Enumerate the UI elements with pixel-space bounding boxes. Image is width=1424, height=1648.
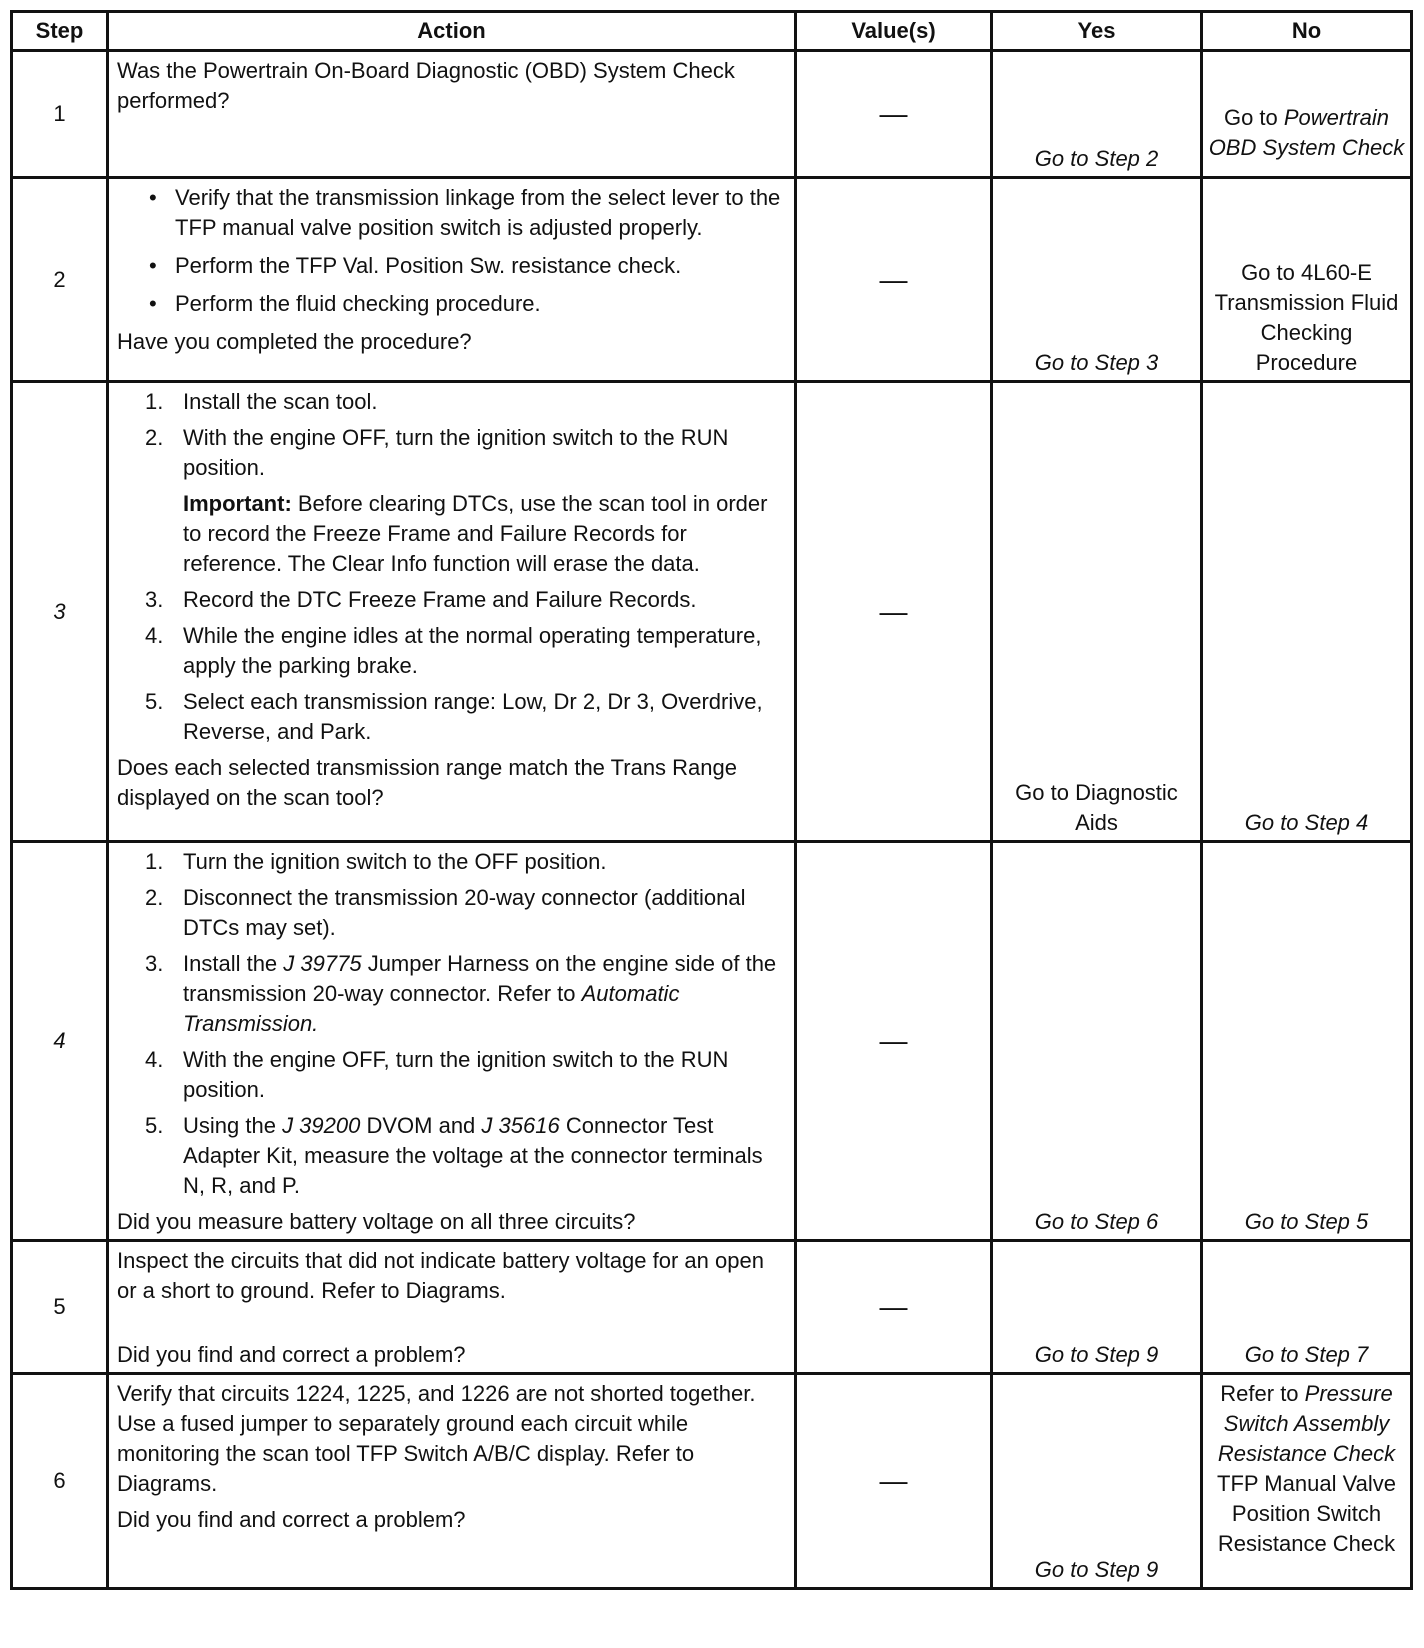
step-number: 1 [12, 51, 108, 178]
action-cell [108, 1241, 796, 1374]
list-item: 1. Install the scan tool. [145, 389, 378, 414]
action-question: Did you find and correct a problem? [117, 1507, 466, 1532]
no-cell [1202, 1374, 1412, 1589]
no-cell: Go to Step 7 [1202, 1241, 1412, 1374]
tool-reference: J 39775 [283, 951, 362, 976]
action-question: Did you measure battery voltage on all three circuits? [117, 1209, 636, 1234]
header-step: Step [12, 12, 108, 51]
list-item: 5. Using the J 39200 DVOM and J 35616 Connector Test Adapter Kit, measure the voltage at the connector terminals N, R, and P. [145, 1113, 763, 1198]
yes-cell: Go to Step 3 [992, 178, 1202, 382]
action-question: Was the Powertrain On-Board Diagnostic (OBD) System Check performed? [117, 58, 735, 113]
value-cell: — [796, 382, 992, 842]
list-item: • Verify that the transmission linkage from the select lever to the TFP manual valve position switch is adjusted properly. [145, 183, 786, 243]
list-item: 2. Disconnect the transmission 20-way connector (additional DTCs may set). [145, 885, 746, 940]
action-cell [108, 51, 796, 178]
table-row-step-4 [12, 842, 1412, 1241]
list-item: 5. Select each transmission range: Low, Dr 2, Dr 3, Overdrive, Reverse, and Park. [145, 689, 763, 744]
table-row-step-1 [12, 51, 1412, 178]
no-cell: Go to Step 4 [1202, 382, 1412, 842]
header-action: Action [108, 12, 796, 51]
header-values: Value(s) [796, 12, 992, 51]
no-reference: Powertrain OBD System Check [1208, 105, 1405, 160]
step-number: 2 [12, 178, 108, 382]
no-prefix: Refer to [1220, 1381, 1305, 1406]
no-cell: Go to 4L60-E Transmission Fluid Checking Procedure [1202, 178, 1412, 382]
step-number: 6 [12, 1374, 108, 1589]
list-item: 3. Install the J 39775 Jumper Harness on the engine side of the transmission 20-way connector. Refer to Automatic Transmission. [145, 951, 777, 1036]
important-text: Before clearing DTCs, use the scan tool in order to record the Freeze Frame and Failure Records for reference. The Clear Info function will erase the data. [183, 491, 768, 576]
action-text: Inspect the circuits that did not indicate battery voltage for an open or a short to ground. Refer to Diagrams. [117, 1248, 764, 1303]
value-cell: — [796, 51, 992, 178]
action-cell [108, 382, 796, 842]
action-step-list [117, 585, 786, 747]
yes-cell: Go to Step 2 [992, 51, 1202, 178]
header-row [12, 12, 1412, 51]
section-reference: Automatic Transmission. [183, 981, 680, 1036]
no-cell [1202, 51, 1412, 178]
table-row-step-3 [12, 382, 1412, 842]
no-prefix: Go to [1223, 105, 1284, 130]
list-item: 4. With the engine OFF, turn the ignition switch to the RUN position. [145, 1047, 729, 1102]
list-item: • Perform the fluid checking procedure. [145, 289, 786, 319]
header-yes: Yes [992, 12, 1202, 51]
diagnostic-table [10, 10, 1413, 1590]
step-number: 5 [12, 1241, 108, 1374]
action-question: Does each selected transmission range match the Trans Range displayed on the scan tool? [117, 755, 737, 810]
action-text: Verify that circuits 1224, 1225, and 1226 are not shorted together. Use a fused jumper to separately ground each circuit while monitoring the scan tool TFP Switch A/B/C display. Refer to Diagrams. [117, 1381, 756, 1496]
list-item: 4. While the engine idles at the normal operating temperature, apply the parking brake. [145, 623, 762, 678]
tool-reference: J 39200 [282, 1113, 361, 1138]
value-cell: — [796, 1374, 992, 1589]
step-number: 3 [12, 382, 108, 842]
action-step-list [117, 387, 786, 483]
action-cell [108, 842, 796, 1241]
value-cell: — [796, 842, 992, 1241]
yes-cell: Go to Step 9 [992, 1241, 1202, 1374]
yes-cell: Go to Step 9 [992, 1374, 1202, 1589]
action-question: Did you find and correct a problem? [117, 1342, 466, 1367]
list-item: 1. Turn the ignition switch to the OFF position. [145, 849, 607, 874]
value-cell: — [796, 1241, 992, 1374]
table-row-step-6 [12, 1374, 1412, 1589]
important-label: Important: [183, 491, 292, 516]
tool-reference: J 35616 [481, 1113, 560, 1138]
action-cell [108, 178, 796, 382]
no-suffix: TFP Manual Valve Position Switch Resistance Check [1217, 1471, 1396, 1556]
no-reference: Pressure Switch Assembly Resistance Check [1217, 1381, 1396, 1466]
no-cell: Go to Step 5 [1202, 842, 1412, 1241]
action-question: Have you completed the procedure? [117, 329, 472, 354]
action-cell [108, 1374, 796, 1589]
list-item: 3. Record the DTC Freeze Frame and Failure Records. [145, 587, 697, 612]
list-item: • Perform the TFP Val. Position Sw. resistance check. [145, 251, 786, 281]
yes-cell: Go to Diagnostic Aids [992, 382, 1202, 842]
header-no: No [1202, 12, 1412, 51]
important-note [183, 489, 786, 579]
table-row-step-2 [12, 178, 1412, 382]
action-bullet-list [117, 183, 786, 319]
step-number: 4 [12, 842, 108, 1241]
list-item: 2. With the engine OFF, turn the ignition switch to the RUN position. [145, 425, 729, 480]
action-step-list [117, 847, 786, 1201]
yes-cell: Go to Step 6 [992, 842, 1202, 1241]
table-row-step-5 [12, 1241, 1412, 1374]
value-cell: — [796, 178, 992, 382]
